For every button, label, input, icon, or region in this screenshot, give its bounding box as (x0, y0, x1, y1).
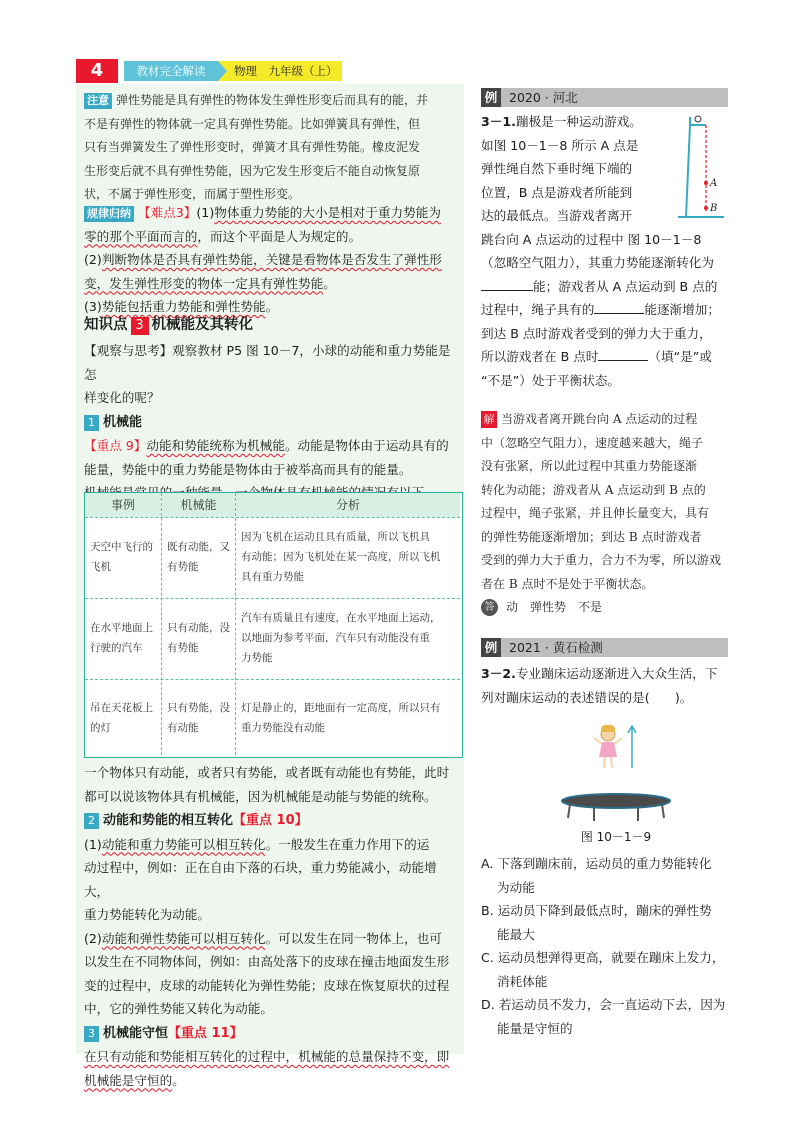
option-text: B. 运动员下降到最低点时，蹦床的弹性势 (481, 903, 712, 918)
cell-line: 既有动能，又 (167, 541, 230, 553)
section-number: 3 (84, 1026, 99, 1042)
mechanical-energy-table (84, 492, 463, 758)
body-text: 变的过程中，皮球的动能转化为弹性势能；皮球在恢复原状的过程 (84, 977, 450, 993)
example-bar (481, 88, 728, 107)
question-text: （填“是”或 (648, 349, 712, 364)
table-cell (241, 527, 459, 587)
body-text: 都可以说该物体具有机械能，因为机械能是动能与势能的统称。 (84, 788, 437, 804)
example-source: 2020 · 河北 (509, 90, 578, 105)
table-header: 分析 (236, 493, 460, 517)
answer-text: 动 弹性势 不是 (506, 600, 603, 614)
solution-3-1 (481, 408, 728, 620)
body-text: 一个物体只有动能，或者只有势能，或者既有动能也有势能，此时 (84, 765, 450, 780)
key-text: 在只有动能和势能相互转化的过程中，机械能的总量保持不变，即 (84, 1049, 450, 1064)
athlete-legs (604, 757, 612, 768)
key-point-label: 【重点 11】 (168, 1025, 243, 1041)
body-text: 动过程中，例如：正在自由下落的石块，重力势能减小，动能增大， (84, 860, 437, 899)
table-cell (167, 537, 235, 577)
question-text: 位置，B 点是游戏者所能到 (481, 184, 633, 200)
lower-left-block (84, 761, 460, 1092)
solution-tag: 解 (481, 411, 497, 428)
key-text: 动能和重力势能可以相互转化 (101, 836, 266, 852)
table-header: 事例 (85, 493, 161, 517)
option-text: C. 运动员想弹得更高，就要在蹦床上发力， (481, 950, 725, 965)
question-text: 专业蹦床运动逐渐进入大众生活，下 (515, 666, 718, 681)
rule-num: (2) (84, 252, 102, 267)
section-number: 2 (84, 813, 99, 829)
question-3-2 (481, 662, 728, 709)
solution-text: 转化为动能；游戏者从 A 点运动到 B 点的 (481, 482, 706, 497)
cell-line: 有动能；因为飞机处在某一高度，所以飞机 (241, 551, 441, 563)
option-text: 能量是守恒的 (497, 1020, 573, 1036)
observe-line: 【观察与思考】观察教材 P5 图 10－7，小球的动能和重力势能是怎 (84, 343, 451, 382)
body-text: 。可以发生在同一物体上，也可 (265, 930, 442, 946)
kp-number: 3 (131, 317, 149, 335)
cell-line: 以地面为参考平面，汽车只有动能没有重 (241, 632, 430, 644)
answer-blank[interactable] (594, 299, 644, 314)
question-text: 能逐渐增加； (644, 302, 720, 317)
question-text: 列对蹦床运动的表述错误的是( )。 (481, 689, 693, 705)
table-cell (90, 537, 160, 577)
table-divider (85, 679, 460, 680)
rule-text: 变，发生弹性形变的物体一定具有弹性势能 (84, 275, 324, 291)
body-text: 。一般发生在重力作用下的运 (265, 836, 430, 852)
cell-line: 天空中飞行的 (90, 541, 153, 553)
table-divider (235, 493, 236, 755)
rule-text: 判断物体是否具有弹性势能，关键是看物体是否发生了弹性形 (101, 252, 442, 267)
option-b[interactable] (481, 899, 728, 946)
rule-summary (84, 201, 460, 319)
rule-num: (1) (84, 836, 102, 852)
figure-caption: 图 10－1－9 (580, 830, 652, 844)
point-b-label: B (710, 203, 718, 214)
question-text: 达的最低点。当游戏者离开 (481, 208, 633, 223)
trampoline-bed (562, 794, 670, 808)
table-cell (167, 618, 235, 658)
option-text: D. 若运动员不发力，会一直运动下去，因为 (481, 997, 726, 1012)
note-line: 只有当弹簧发生了弹性形变时，弹簧才具有弹性势能。橡皮泥发 (84, 140, 421, 154)
header-band (124, 61, 342, 81)
section-title: 机械能 (103, 414, 143, 430)
cell-line: 具有重力势能 (241, 571, 304, 583)
cell-line: 的灯 (90, 722, 111, 734)
cell-line: 有势能 (167, 642, 199, 654)
question-text: “不是”）处于平衡状态。 (481, 372, 620, 388)
question-text: 到达 B 点时游戏者受到的弹力大于重力， (481, 325, 712, 341)
question-text: 能；游戏者从 A 点运动到 B 点的 (533, 278, 718, 294)
cell-line: 只有动能，没 (167, 622, 230, 634)
key-text: 机械能是守恒的 (84, 1072, 173, 1088)
key-text: 动能和弹性势能可以相互转化 (101, 930, 266, 946)
note-line: 生形变后就不具有弹性势能，因为它发生形变后不能自动恢复原 (84, 163, 421, 178)
cell-line: 飞机 (90, 561, 111, 573)
cell-line: 吊在天花板上 (90, 702, 153, 714)
key-text: 动能和势能统称为机械能 (146, 438, 285, 453)
difficulty-label: 【难点3】 (138, 205, 197, 220)
solution-text: 当游戏者离开跳台向 A 点运动的过程 (501, 412, 698, 426)
cell-line: 力势能 (241, 652, 273, 664)
note-tag: 注意 (84, 93, 112, 109)
cell-line: 有势能 (167, 561, 199, 573)
answer-blank[interactable] (598, 346, 648, 361)
rule-text: 物体重力势能的大小是相对于重力势能为 (214, 205, 441, 220)
cell-line: 在水平地面上 (90, 622, 153, 634)
question-text: 蹦极是一种运动游戏。 (515, 114, 642, 129)
options-list (481, 852, 728, 1040)
question-text: 跳台向 A 点运动的过程中 图 10－1－8 (481, 231, 702, 247)
rule-num: (3) (84, 299, 102, 314)
body-text: 以发生在不同物体间，例如：由高处落下的皮球在撞击地面发生形 (84, 954, 450, 969)
body-text: 。动能是物体由于运动具有的 (284, 438, 449, 453)
example-label: 例 (481, 88, 501, 107)
kp-title: 机械能及其转化 (151, 317, 253, 333)
point-a-label: A (710, 178, 718, 189)
observe-line: 样变化的呢？ (84, 390, 160, 405)
question-number: 3－2. (481, 666, 516, 681)
question-3-1 (481, 110, 728, 392)
option-text: 消耗体能 (497, 973, 548, 989)
rule-num: (2) (84, 930, 102, 946)
example-label: 例 (481, 638, 501, 657)
question-text: 如图 10－1－8 所示 A 点是 (481, 137, 639, 153)
knowledge-point-heading (84, 313, 460, 338)
body-text: 能量，势能中的重力势能是物体由于被举高而具有的能量。 (84, 461, 412, 477)
book-title: 教材完全解读 (124, 61, 218, 81)
note-line: 弹性势能是具有弹性的物体发生弹性形变后而具有的能，并 (116, 93, 429, 107)
rule-text: 零的那个平面而言的 (84, 228, 198, 244)
kp-label: 知识点 (84, 317, 128, 333)
question-text: 过程中，绳子具有的 (481, 302, 595, 317)
example-bar (481, 638, 728, 657)
question-text: 所以游戏者在 B 点时 (481, 349, 599, 364)
section-number: 1 (84, 415, 99, 431)
note-line: 不是有弹性的物体就一定具有弹性势能。比如弹簧具有弹性，但 (84, 116, 421, 131)
example-source: 2021 · 黄石检测 (509, 640, 603, 655)
table-header: 机械能 (162, 493, 235, 517)
page-number: 4 (76, 59, 118, 83)
cell-line: 灯是静止的，距地面有一定高度，所以只有 (241, 702, 441, 714)
body-text: 中，它的弹性势能又转化为动能。 (84, 1001, 273, 1016)
option-a[interactable] (481, 852, 728, 899)
option-c[interactable] (481, 946, 728, 993)
trampoline-figure (556, 722, 676, 828)
body-text: 重力势能转化为动能。 (84, 907, 210, 922)
cell-line: 只有势能，没 (167, 702, 230, 714)
option-text: 为动能 (497, 879, 535, 895)
cell-line: 重力势能没有动能 (241, 722, 325, 734)
rule-text: 。 (265, 299, 279, 314)
rule-text: ，而这个平面是人为规定的。 (197, 228, 362, 244)
cell-line: 因为飞机在运动且具有质量，所以飞机具 (241, 531, 430, 543)
cell-line: 有动能 (167, 722, 199, 734)
solution-text: 中（忽略空气阻力），速度越来越大，绳子 (481, 435, 704, 450)
table-cell (241, 698, 459, 738)
solution-text: 者在 B 点时不是处于平衡状态。 (481, 576, 654, 591)
question-text: 弹性绳自然下垂时绳下端的 (481, 161, 633, 176)
table-cell (90, 618, 160, 658)
solution-text: 受到的弹力大于重力，合力不为零，所以游戏 (481, 553, 722, 567)
table-divider (161, 493, 162, 755)
athlete-hair (601, 725, 615, 732)
table-cell (241, 608, 459, 668)
question-text: （忽略空气阻力），其重力势能逐渐转化为 (481, 255, 714, 270)
rule-text: 势能包括重力势能和弹性势能 (101, 299, 266, 314)
rule-text: 。 (323, 275, 336, 291)
key-point-label: 【重点 9】 (84, 438, 147, 453)
option-text: 能最大 (497, 926, 535, 942)
solution-text: 过程中，绳子张紧，并且伸长量变大，具有 (481, 506, 710, 520)
table-cell (167, 698, 235, 738)
solution-text: 的弹性势能逐渐增加；到达 B 点时游戏者 (481, 529, 702, 544)
table-divider (85, 517, 460, 518)
section-title: 机械能守恒 (103, 1025, 169, 1041)
section-title: 动能和势能的相互转化 (103, 813, 234, 828)
table-divider (85, 598, 460, 599)
answer-tag: 答 (481, 599, 498, 616)
body-text: 。 (172, 1072, 185, 1088)
question-number: 3－1. (481, 114, 516, 129)
solution-text: 没有张紧，所以此过程中其重力势能逐渐 (481, 459, 698, 473)
option-d[interactable] (481, 993, 728, 1040)
cell-line: 行驶的汽车 (90, 642, 143, 654)
table-cell (90, 698, 160, 738)
key-point-label: 【重点 10】 (233, 813, 308, 828)
note-block (84, 89, 460, 207)
rule-tag: 规律归纳 (84, 206, 134, 222)
option-text: A. 下落到蹦床前，运动员的重力势能转化 (481, 856, 712, 871)
subject-label: 物理 九年级（上） (218, 61, 342, 81)
cell-line: 汽车有质量且有速度，在水平地面上运动， (241, 612, 441, 624)
rule-num: (1) (196, 205, 215, 220)
answer-blank[interactable] (481, 276, 533, 291)
note-line: 状，不属于弹性形变，而属于塑性形变。 (84, 187, 301, 201)
